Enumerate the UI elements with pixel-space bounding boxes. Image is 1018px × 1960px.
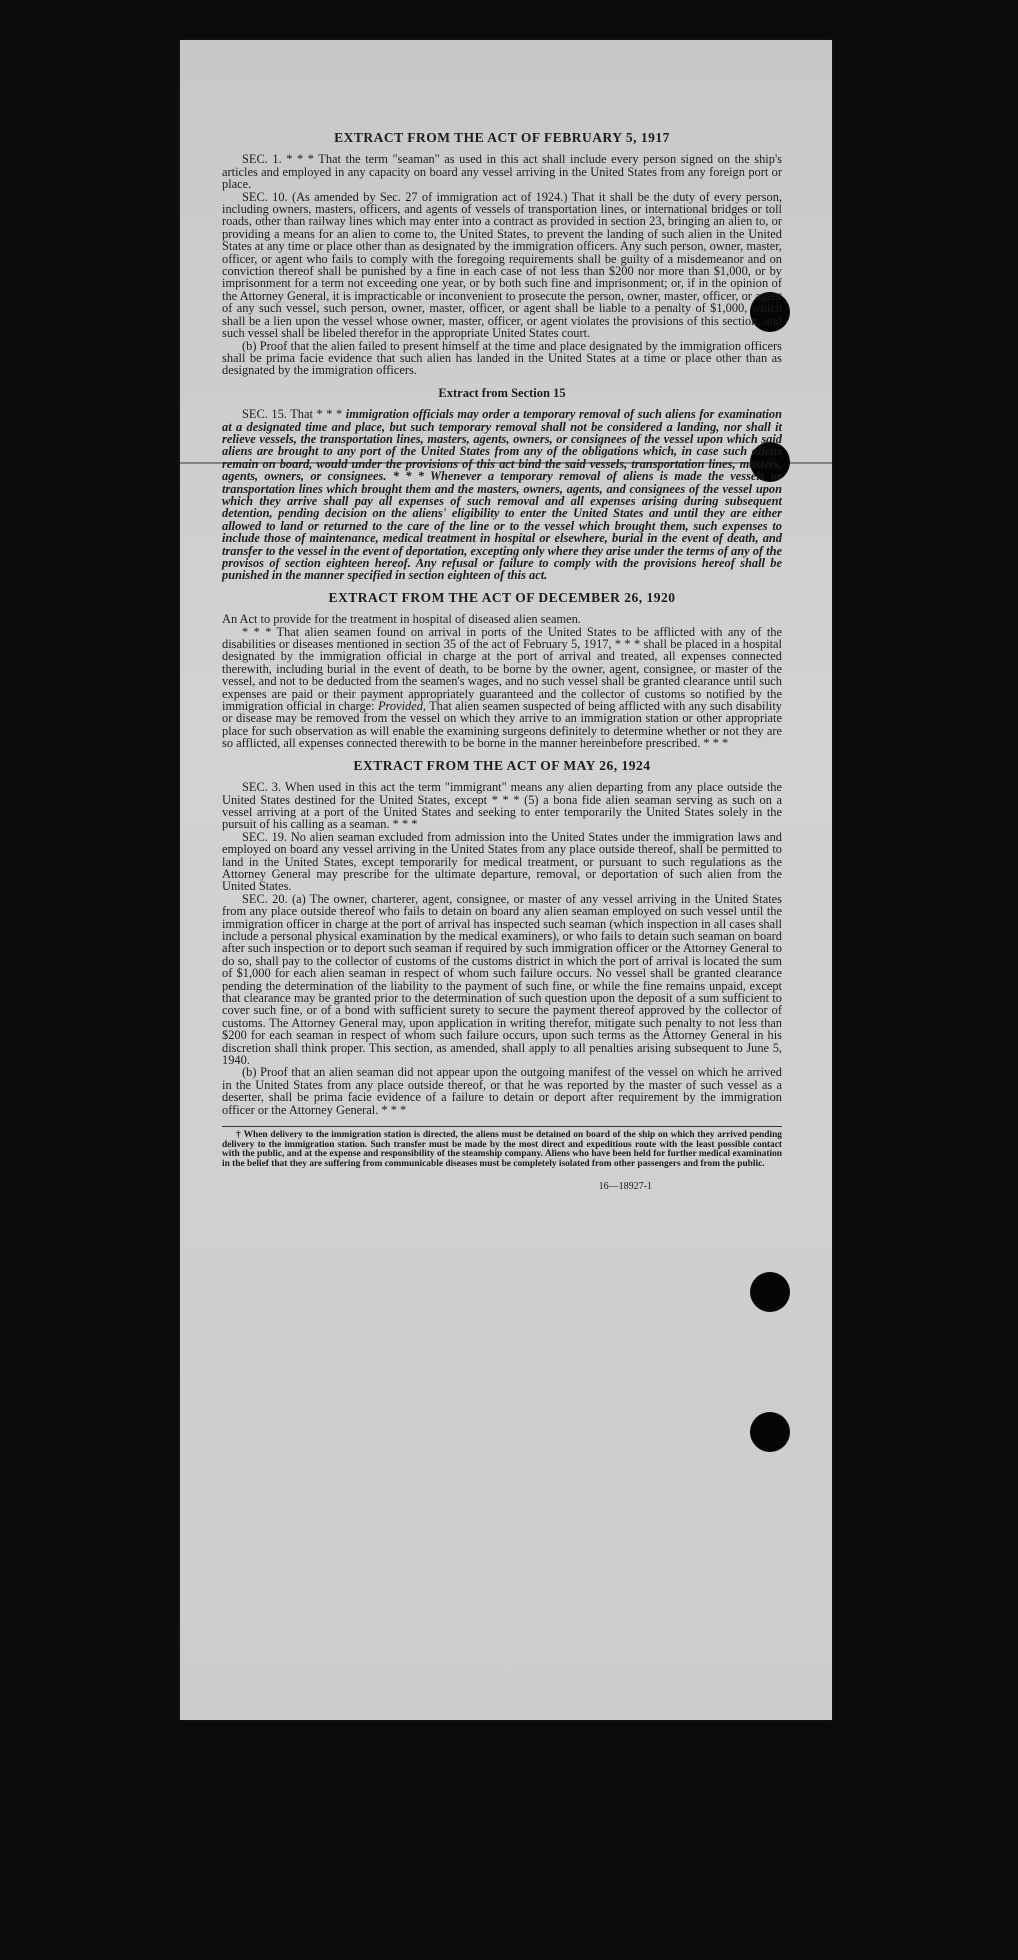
heading-act-1917: EXTRACT FROM THE ACT OF FEBRUARY 5, 1917: [334, 130, 670, 145]
diseased-seamen-text: * * * That alien seamen found on arrival in ports of the United States to be afflicted with any of the disabilities or diseases mentioned in section 35 of the act of February 5, 1917, * * * shall be placed in a hospital designated by the immigration official in charge at the port of arrival and treated, all expenses connected therewith, including burial in the event of death, to be borne by the owner, agent, consignee, or master of the vessel, and not to be deducted from the seamen's wages, and no such vessel shall be granted clearance until such expenses are paid or their payment appropriately guaranteed and the collector of customs so notified by the immigration official in charge:: [222, 624, 782, 714]
paragraph-sec-20-b: (b) Proof that an alien seaman did not appear upon the outgoing manifest of the vessel on which he arrived in the United States from any place outside thereof, or that he was reported by the master of such vessel as a deserter, shall be prima facie evidence of a failure to detain or deport after requirement by the immigration officer or the Attorney General. * * *: [222, 1065, 782, 1117]
paragraph-sec-15: [222, 408, 782, 582]
paragraph-act-title: An Act to provide for the treatment in hospital of diseased alien seamen.: [222, 612, 581, 627]
document-page: [180, 40, 832, 1720]
paragraph-sec-19: SEC. 19. No alien seaman excluded from admission into the United States under the immigration laws and employed on board any vessel arriving in the United States from any place outside thereof, shall be permitted to land in the United States, except temporarily for medical treatment, or pursuant to such regulations as the Attorney General may prescribe for the ultimate departure, removal, or deportation of such alien from the United States.: [222, 829, 782, 894]
punch-hole: [750, 1272, 790, 1312]
sec-15-lead: SEC. 15. That * * *: [242, 407, 346, 422]
heading-act-1920: EXTRACT FROM THE ACT OF DECEMBER 26, 1920: [328, 589, 676, 605]
diseased-seamen-text-2: That alien seamen suspected of being afflicted with any such disability or disease may be removed from the vessel on which they arrive to an immigration station or other appropriate place for such observation as will enable the examining surgeons definitely to determine whether or not they are so afflicted, all expenses connected therewith to be borne in the manner hereinbefore prescribed. * * *: [222, 699, 782, 751]
paragraph-sec-3: SEC. 3. When used in this act the term "immigrant" means any alien departing from any place outside the United States destined for the United States, except * * * (5) a bona fide alien seaman serving as such on a vessel arriving at a port of the United States and seeking to enter temporarily the United States solely in the pursuit of his calling as a seaman. * * *: [222, 780, 782, 832]
document-text: [222, 132, 782, 1194]
provided-italic: Provided,: [377, 699, 426, 714]
heading-section-15: Extract from Section 15: [438, 385, 566, 400]
punch-hole: [750, 1412, 790, 1452]
form-number: 16—18927-1: [598, 1181, 652, 1193]
paragraph-sec-10: SEC. 10. (As amended by Sec. 27 of immigration act of 1924.) That it shall be the duty of every person, including owners, masters, officers, and agents of vessels of transportation lines, or international bridges or toll roads, other than railway lines which may enter into a contract as provided in section 23, bringing an alien to, or providing a means for an alien to come to, the United States, to prevent the landing of such alien in the United States at any time or place other than as designated by the immigration officers. Any such person, owner, master, officer, or agent who fails to comply with the foregoing requirements shall be guilty of a misdemeanor and on conviction thereof shall be punished by a fine in each case of not less than $200 nor more than $1,000, or by imprisonment for a term not exceeding one year, or by both such fine and imprisonment; or, if in the opinion of the Attorney General, it is impracticable or inconvenient to prosecute the person, owner, master, officer, or agent of any such vessel, such person, owner, master, officer, or agent shall be liable to a penalty of $1,000, which shall be a lien upon the vessel whose owner, master, officer, or agent violates the provisions of this section, and such vessel shall be libeled therefor in the appropriate United States court.: [222, 189, 782, 341]
footnote: [222, 1126, 782, 1169]
heading-act-1924: EXTRACT FROM THE ACT OF MAY 26, 1924: [353, 757, 651, 773]
paragraph-diseased-seamen: [222, 626, 782, 750]
footnote-text: † When delivery to the immigration station is directed, the aliens must be detained on board of the ship on which they arrived pending delivery to the immigration station. Such transfer must be made by the most direct and expeditious route with the least possible contact with the public, and at the expense and responsibility of the steamship company. Aliens who have been held for further medical examination in the belief that they are suffering from communicable diseases must be completely isolated from other passengers and from the public.: [222, 1130, 782, 1169]
paragraph-sec-10-b: (b) Proof that the alien failed to present himself at the time and place designated by the immigration officers shall be prima facie evidence that such alien has landed in the United States at a time or place other than as designated by the immigration officers.: [222, 338, 782, 378]
sec-15-italic: immigration officials may order a temporary removal of such aliens for examination at a designated time and place, but such temporary removal shall not be considered a landing, nor shall it relieve vessels, the transportation lines, masters, agents, owners, or consignees of the vessel upon which said aliens are brought to any port of the United States from any of the obligations which, in case such aliens remain on board, would under the provisions of this act bind the said vessels, transportation lines, masters, agents, owners, or consignees. * * * Whenever a temporary removal of aliens is made the vessels or transportation lines which brought them and the masters, owners, agents, and consignees of the vessel upon which they arrive shall pay all expenses of such removal and all expenses arising during subsequent detention, pending decision on the aliens' eligibility to enter the United States and until they are either allowed to land or returned to the care of the line or to the vessel which brought them, such expenses to include those of maintenance, medical treatment in hospital or elsewhere, burial in the event of death, and transfer to the vessel in the event of deportation, excepting only where they arise under the terms of any of the provisos of section eighteen hereof. Any refusal or failure to comply with the provisions hereof shall be punished in the manner specified in section eighteen of this act.: [222, 407, 783, 583]
paragraph-sec-1: SEC. 1. * * * That the term "seaman" as used in this act shall include every person signed on the ship's articles and employed in any capacity on board any vessel arriving in the United States from any foreign port or place.: [222, 152, 782, 192]
paragraph-sec-20-a: SEC. 20. (a) The owner, charterer, agent, consignee, or master of any vessel arriving in the United States from any place outside thereof who fails to detain on board any alien seaman employed on such vessel until the immigration officer in charge at the port of arrival has inspected such seaman (which inspection in all cases shall include a personal physical examination by the medical examiners), or who fails to detain such seaman on board after such inspection or to deport such seaman if required by such immigration officer or the Attorney General to do so, shall pay to the collector of customs of the customs district in which the port of arrival is located the sum of $1,000 for each alien seaman in respect of whom such failure occurs. No vessel shall be granted clearance pending the determination of the liability to the payment of such fine, or while the fine remains unpaid, except that clearance may be granted prior to the determination of such question upon the deposit of a sum sufficient to cover such fine, or of a bond with sufficient surety to secure the payment thereof approved by the collector of customs. The Attorney General may, upon application in writing therefor, mitigate such penalty to not less than $200 for each seaman in respect of whom such failure occurs, upon such terms as the Attorney General in his discretion shall think proper. This section, as amended, shall apply to all penalties arising subsequent to June 5, 1940.: [222, 891, 782, 1068]
